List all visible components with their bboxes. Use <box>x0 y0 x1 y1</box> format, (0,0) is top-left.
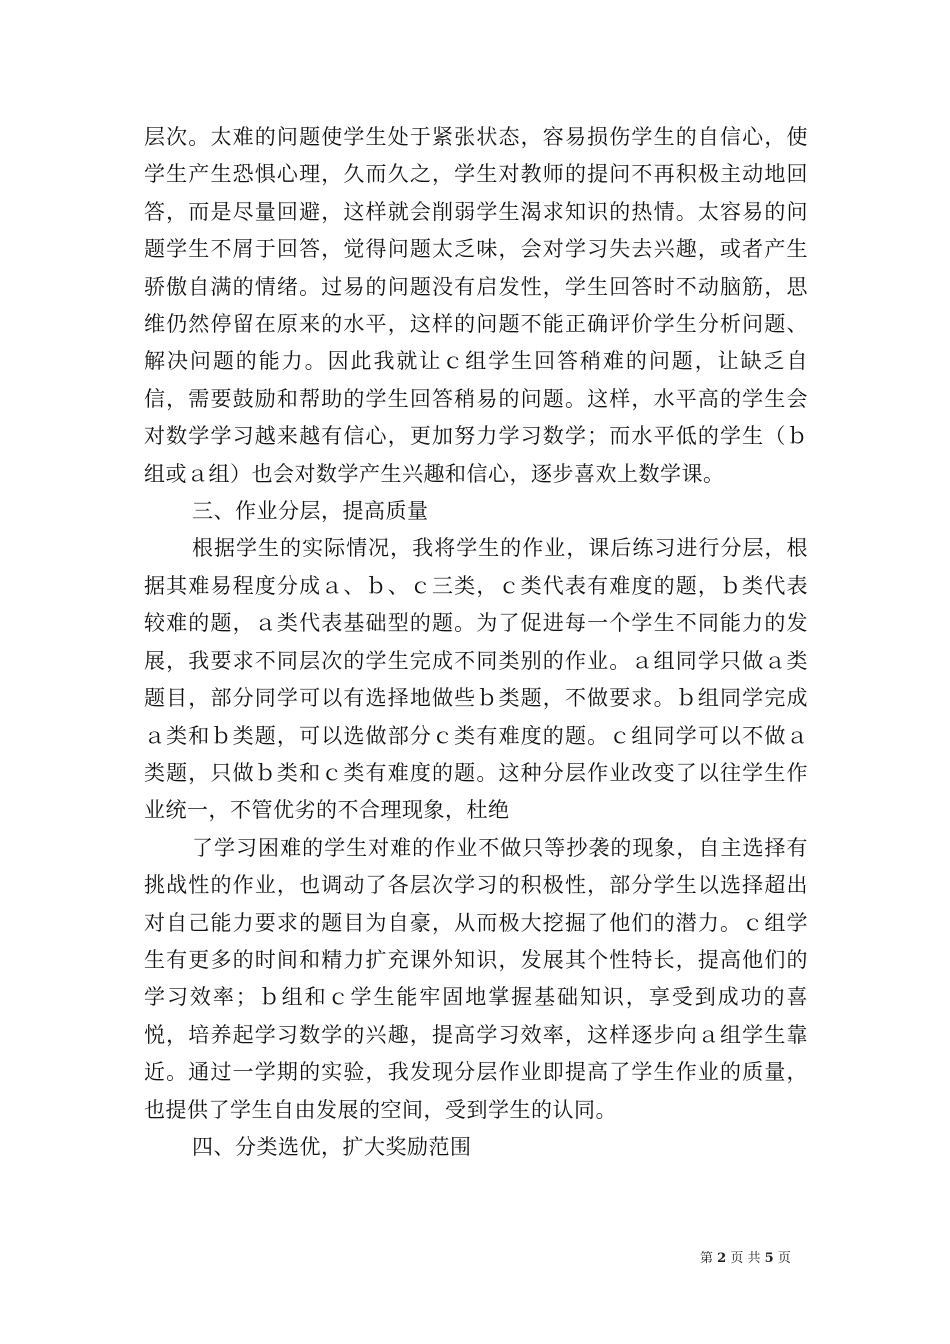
footer-current-page: 2 <box>717 1251 727 1266</box>
page-footer <box>700 1247 820 1266</box>
footer-suffix: 页 <box>777 1251 791 1266</box>
paragraph-continuation: 层次。太难的问题使学生处于紧张状态，容易损伤学生的自信心，使学生产生恐惧心理，久而久之，学生对教师的提问不再积极主动地回答，而是尽量回避，这样就会削弱学生渴求知识的热情。太容易的问题学生不屑于回答，觉得问题太乏味，会对学习失去兴趣，或者产生骄傲自满的情绪。过易的问题没有启发性，学生回答时不动脑筋，思维仍然停留在原来的水平，这样的问题不能正确评价学生分析问题、解决问题的能力。因此我就让ｃ组学生回答稍难的问题，让缺乏自信，需要鼓励和帮助的学生回答稍易的问题。这样，水平高的学生会对数学学习越来越有信心，更加努力学习数学；而水平低的学生（ｂ组或ａ组）也会对数学产生兴趣和信心，逐步喜欢上数学课。 <box>144 125 808 486</box>
footer-middle: 页 共 <box>730 1251 761 1266</box>
section-heading-four: 四、分类选优，扩大奖励范围 <box>192 1134 472 1159</box>
paragraph-homework-layers: 根据学生的实际情况，我将学生的作业，课后练习进行分层，根据其难易程度分成ａ、ｂ、ｃ三类，ｃ类代表有难度的题，ｂ类代表较难的题，ａ类代表基础型的题。为了促进每一个学生不同能力的发展，我要求不同层次的学生完成不同类别的作业。ａ组同学只做ａ类题目，部分同学可以有选择地做些ｂ类题，不做要求。ｂ组同学完成ａ类和ｂ类题，可以选做部分ｃ类有难度的题。ｃ组同学可以不做ａ类题，只做ｂ类和ｃ类有难度的题。这种分层作业改变了以往学生作业统一，不管优劣的不合理现象，杜绝 <box>144 536 808 823</box>
section-heading-three: 三、作业分层，提高质量 <box>192 499 429 524</box>
footer-prefix: 第 <box>700 1251 714 1266</box>
footer-total-pages: 5 <box>764 1251 774 1266</box>
paragraph-homework-effects: 了学习困难的学生对难的作业不做只等抄袭的现象，自主选择有挑战性的作业，也调动了各层次学习的积极性，部分学生以选择超出对自己能力要求的题目为自豪，从而极大挖掘了他们的潜力。ｃ组学生有更多的时间和精力扩充课外知识，发展其个性特长，提高他们的学习效率；ｂ组和ｃ学生能牢固地掌握基础知识，享受到成功的喜悦，培养起学习数学的兴趣，提高学习效率，这样逐步向ａ组学生靠近。通过一学期的实验，我发现分层作业即提高了学生作业的质量，也提供了学生自由发展的空间，受到学生的认同。 <box>144 835 808 1122</box>
document-body <box>144 119 808 1166</box>
